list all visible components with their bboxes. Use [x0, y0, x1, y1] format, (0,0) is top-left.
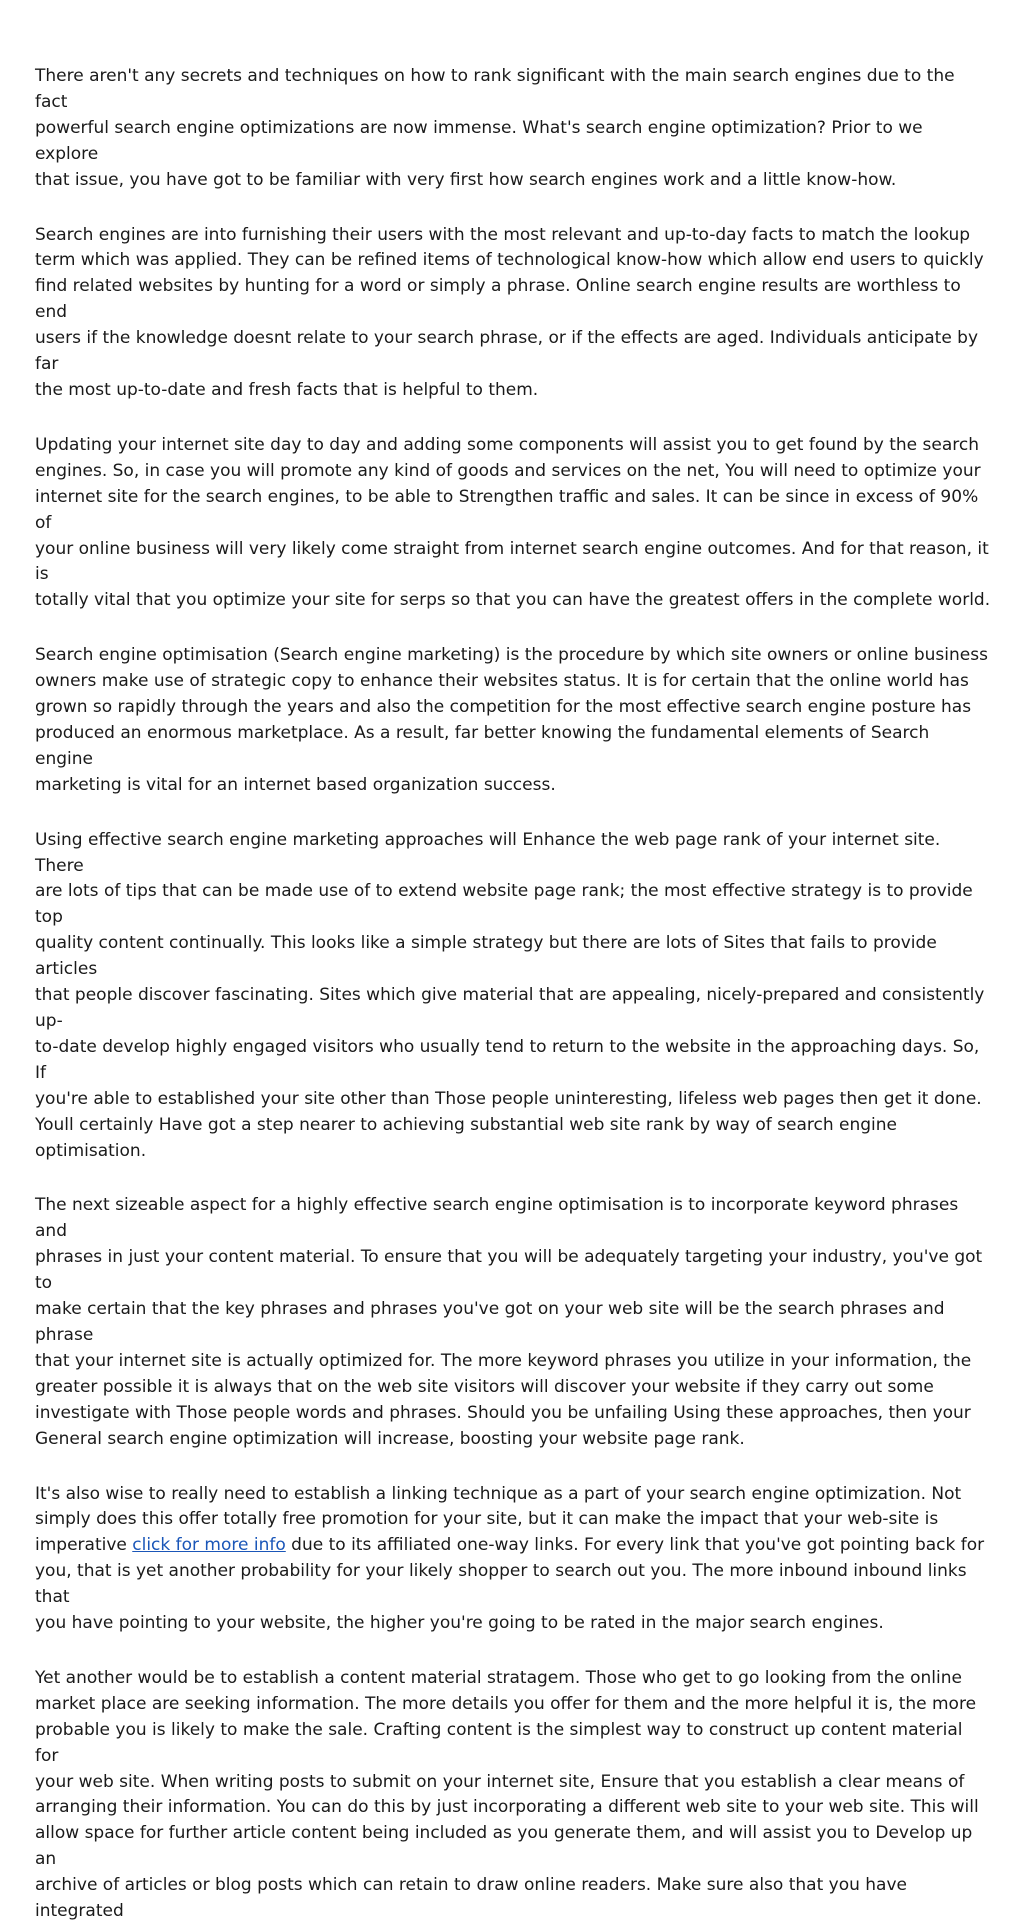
paragraph-7-with-link	[35, 1482, 991, 1637]
paragraph-1: There aren't any secrets and techniques on how to rank significant with the main search engines due to the fact powerful search engine optimizations are now immense. What's search engine optimization? Prior to we explore that issue, you have got to be familiar with very first how search engines work and a little know-how.	[35, 66, 955, 190]
paragraph-5: Using effective search engine marketing approaches will Enhance the web page rank of your internet site. There are lots of tips that can be made use of to extend website page rank; the most effective strategy is to provide top quality content continually. This looks like a simple strategy but there are lots of Sites that fails to provide articles that people discover fascinating. Sites which give material that are appealing, nicely-prepared and consistently up- to-date develop highly engaged visitors who usually tend to return to the website in the approaching days. So, If you're able to established your site other than Those people uninteresting, lifeless web pages then get it done. Youll certainly Have got a step nearer to achieving substantial web site rank by way of search engine optimisation.	[35, 829, 985, 1161]
paragraph-4: Search engine optimisation (Search engine marketing) is the procedure by which site owners or online business owners make use of strategic copy to enhance their websites status. It is for certain that the online world has grown so rapidly through the years and also the competition for the most effective search engine posture has produced an enormous marketplace. As a result, far better knowing the fundamental elements of Search engine marketing is vital for an internet based organization success.	[35, 645, 988, 795]
paragraph-2: Search engines are into furnishing their users with the most relevant and up-to-day facts to match the lookup term which was applied. They can be refined items of technological know-how which allow end users to quickly find related websites by hunting for a word or simply a phrase. Online search engine results are worthless to end users if the knowledge doesnt relate to your search phrase, or if the effects are aged. Individuals anticipate by far the most up-to-date and fresh facts that is helpful to them.	[35, 224, 984, 400]
document-body	[35, 64, 991, 1925]
click-for-more-info-link[interactable]: click for more info	[132, 1535, 286, 1556]
link-paragraph-after: due to its affiliated one-way links. For every link that you've got pointing back for you, that is yet another probability for your likely shopper to search out you. The more inbound inbound links that you have pointing to your website, the higher you're going to be rated in the major search engines.	[35, 1535, 985, 1634]
paragraph-8: Yet another would be to establish a content material stratagem. Those who get to go looking from the online market place are seeking information. The more details you offer for them and the more helpful it is, the more probable you is likely to make the sale. Crafting content is the simplest way to construct up content material for your web site. When writing posts to submit on your internet site, Ensure that you establish a clear means of arranging their information. You can do this by just incorporating a different web site to your web site. This will allow space for further article content being included as you generate them, and will assist you to Develop up an archive of articles or blog posts which can retain to draw online readers. Make sure also that you have integrated	[35, 1667, 979, 1922]
paragraph-3: Updating your internet site day to day and adding some components will assist you to get found by the search engines. So, in case you will promote any kind of goods and services on the net, You will need to optimize your internet site for the search engines, to be able to Strengthen traffic and sales. It can be since in excess of 90% of your online business will very likely come straight from internet search engine outcomes. And for that reason, it is totally vital that you optimize your site for serps so that you can have the greatest offers in the complete world.	[35, 434, 991, 611]
link-paragraph-before: It's also wise to really need to establish a linking technique as a part of your search engine optimization. Not simply does this offer totally free promotion for your site, but it can make the impact that your web-site is imperative	[35, 1483, 962, 1556]
paragraph-6: The next sizeable aspect for a highly effective search engine optimisation is to incorporate keyword phrases and phrases in just your content material. To ensure that you will be adequately targeting your industry, you've got to make certain that the key phrases and phrases you've got on your web site will be the search phrases and phrase that your internet site is actually optimized for. The more keyword phrases you utilize in your information, the greater possible it is always that on the web site visitors will discover your website if they carry out some investigate with Those people words and phrases. Should you be unfailing Using these approaches, then your General search engine optimization will increase, boosting your website page rank.	[35, 1195, 983, 1449]
